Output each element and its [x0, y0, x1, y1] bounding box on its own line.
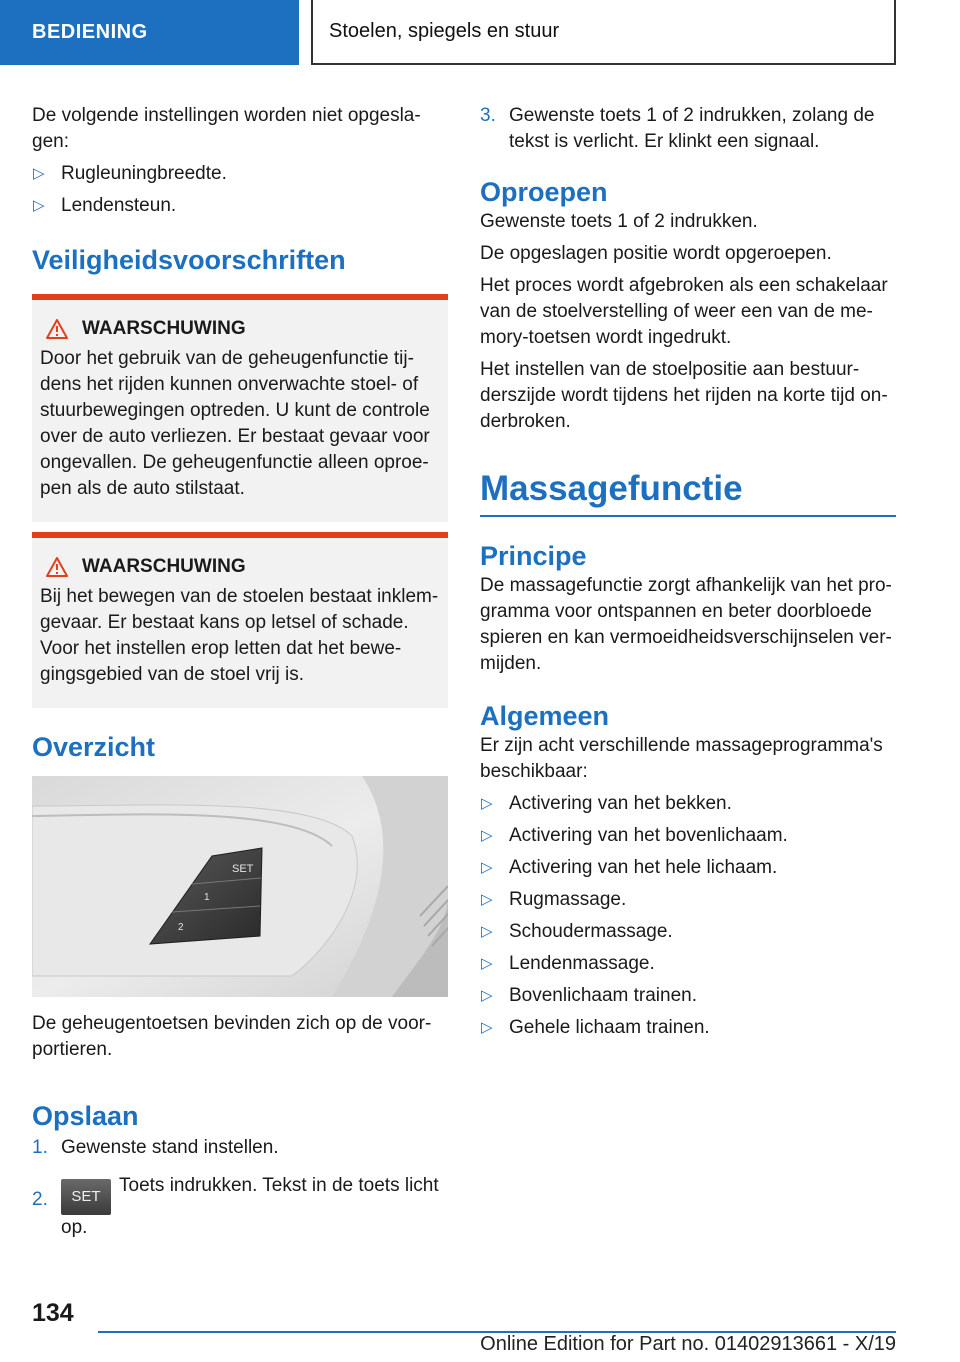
memory-2-label: 2 — [178, 922, 184, 933]
list-item: ▷ Lendensteun. — [32, 193, 448, 219]
triangle-bullet-icon: ▷ — [481, 859, 493, 876]
save-heading: Opslaan — [32, 1101, 139, 1131]
step-text: Toets indrukken. Tekst in de toets licht op. — [61, 1175, 439, 1238]
triangle-bullet-icon: ▷ — [481, 827, 493, 844]
overview-heading: Overzicht — [32, 732, 156, 762]
warning-box — [32, 294, 448, 522]
chapter-tab — [311, 0, 896, 65]
warning-text: Door het gebruik van de geheugenfunctie tij-dens het rijden kunnen onverwachte stoel- of stuurbewegingen optreden. U kunt de controle over de auto verliezen. Er bestaat gevaar voor ongevallen. De geheugenfunctie alleen oproe-pen als de auto stilstaat. — [40, 348, 430, 499]
principle-heading: Principe — [480, 541, 587, 571]
triangle-bullet-icon: ▷ — [481, 987, 493, 1004]
photo-caption: De geheugentoetsen bevinden zich op de voor-portieren. — [32, 1013, 432, 1060]
warning-triangle-icon — [46, 319, 68, 339]
principle-text: De massagefunctie zorgt afhankelijk van het pro-gramma voor ontspannen en beter doorbloede spieren en kan vermoeidheidsverschijnselen ver-mijden. — [480, 575, 892, 674]
step-item — [480, 103, 896, 155]
recall-paragraph: De opgeslagen positie wordt opgeroepen. — [480, 243, 832, 264]
step-number: 2. — [32, 1189, 48, 1210]
section-tab — [0, 0, 299, 65]
massage-heading: Massagefunctie — [480, 469, 743, 508]
warning-header — [40, 316, 440, 342]
general-heading: Algemeen — [480, 701, 610, 731]
triangle-bullet-icon: ▷ — [33, 165, 45, 182]
right-column — [480, 103, 896, 1047]
step-number: 3. — [480, 105, 496, 126]
step-text: Gewenste stand instellen. — [61, 1137, 279, 1158]
footer-edition: Online Edition for Part no. 01402913661 - X/19 — [480, 1333, 896, 1355]
step-text: Gewenste toets 1 of 2 indrukken, zolang de tekst is verlicht. Er klinkt een signaal. — [509, 105, 875, 152]
list-item: ▷ Gehele lichaam trainen. — [480, 1015, 896, 1041]
recall-paragraph: Het instellen van de stoelpositie aan bestuur-derszijde wordt tijdens het rijden na korte tijd on-derbroken. — [480, 359, 888, 432]
list-item: ▷ Lendenmassage. — [480, 951, 896, 977]
set-key-label: SET — [232, 863, 254, 875]
list-item: ▷ Schoudermassage. — [480, 919, 896, 945]
list-item: ▷ Rugleuningbreedte. — [32, 161, 448, 187]
safety-heading: Veiligheidsvoorschriften — [32, 245, 346, 275]
save-steps-continued — [480, 103, 896, 155]
massage-program-list — [480, 791, 896, 1041]
chapter-title: Stoelen, spiegels en stuur — [329, 20, 560, 42]
step-item — [32, 1173, 448, 1241]
set-button-icon: SET — [61, 1179, 111, 1215]
recall-paragraph: Het proces wordt afgebroken als een schakelaar van de stoelverstelling of weer een van de me-mory-toetsen wordt ingedrukt. — [480, 275, 888, 348]
step-number: 1. — [32, 1137, 48, 1158]
page-number: 134 — [32, 1299, 74, 1327]
list-item: ▷ Activering van het hele lichaam. — [480, 855, 896, 881]
list-item: ▷ Activering van het bovenlichaam. — [480, 823, 896, 849]
triangle-bullet-icon: ▷ — [33, 197, 45, 214]
warning-title: WAARSCHUWING — [82, 318, 246, 339]
intro-list — [32, 161, 448, 219]
memory-buttons-photo — [32, 776, 448, 997]
section-title: BEDIENING — [32, 21, 148, 43]
left-column — [32, 103, 448, 1249]
intro-text: De volgende instellingen worden niet opgesla-gen: — [32, 105, 421, 152]
warning-text: Bij het bewegen van de stoelen bestaat inklem-gevaar. Er bestaat kans op letsel of schade. Voor het instellen erop letten dat het bewe-gingsgebied van de stoel vrij is. — [40, 586, 439, 685]
warning-triangle-icon — [46, 557, 68, 577]
triangle-bullet-icon: ▷ — [481, 923, 493, 940]
recall-paragraph: Gewenste toets 1 of 2 indrukken. — [480, 211, 758, 232]
triangle-bullet-icon: ▷ — [481, 1019, 493, 1036]
warning-title: WAARSCHUWING — [82, 556, 246, 577]
general-text: Er zijn acht verschillende massageprogramma's beschikbaar: — [480, 735, 883, 782]
list-item: ▷ Bovenlichaam trainen. — [480, 983, 896, 1009]
warning-header — [40, 554, 440, 580]
warning-box — [32, 532, 448, 708]
list-item: ▷ Rugmassage. — [480, 887, 896, 913]
triangle-bullet-icon: ▷ — [481, 955, 493, 972]
recall-heading: Oproepen — [480, 177, 608, 207]
list-item: ▷ Activering van het bekken. — [480, 791, 896, 817]
memory-1-label: 1 — [204, 892, 210, 903]
triangle-bullet-icon: ▷ — [481, 795, 493, 812]
heading-rule — [480, 515, 896, 517]
triangle-bullet-icon: ▷ — [481, 891, 493, 908]
step-item — [32, 1135, 448, 1161]
save-steps — [32, 1135, 448, 1241]
